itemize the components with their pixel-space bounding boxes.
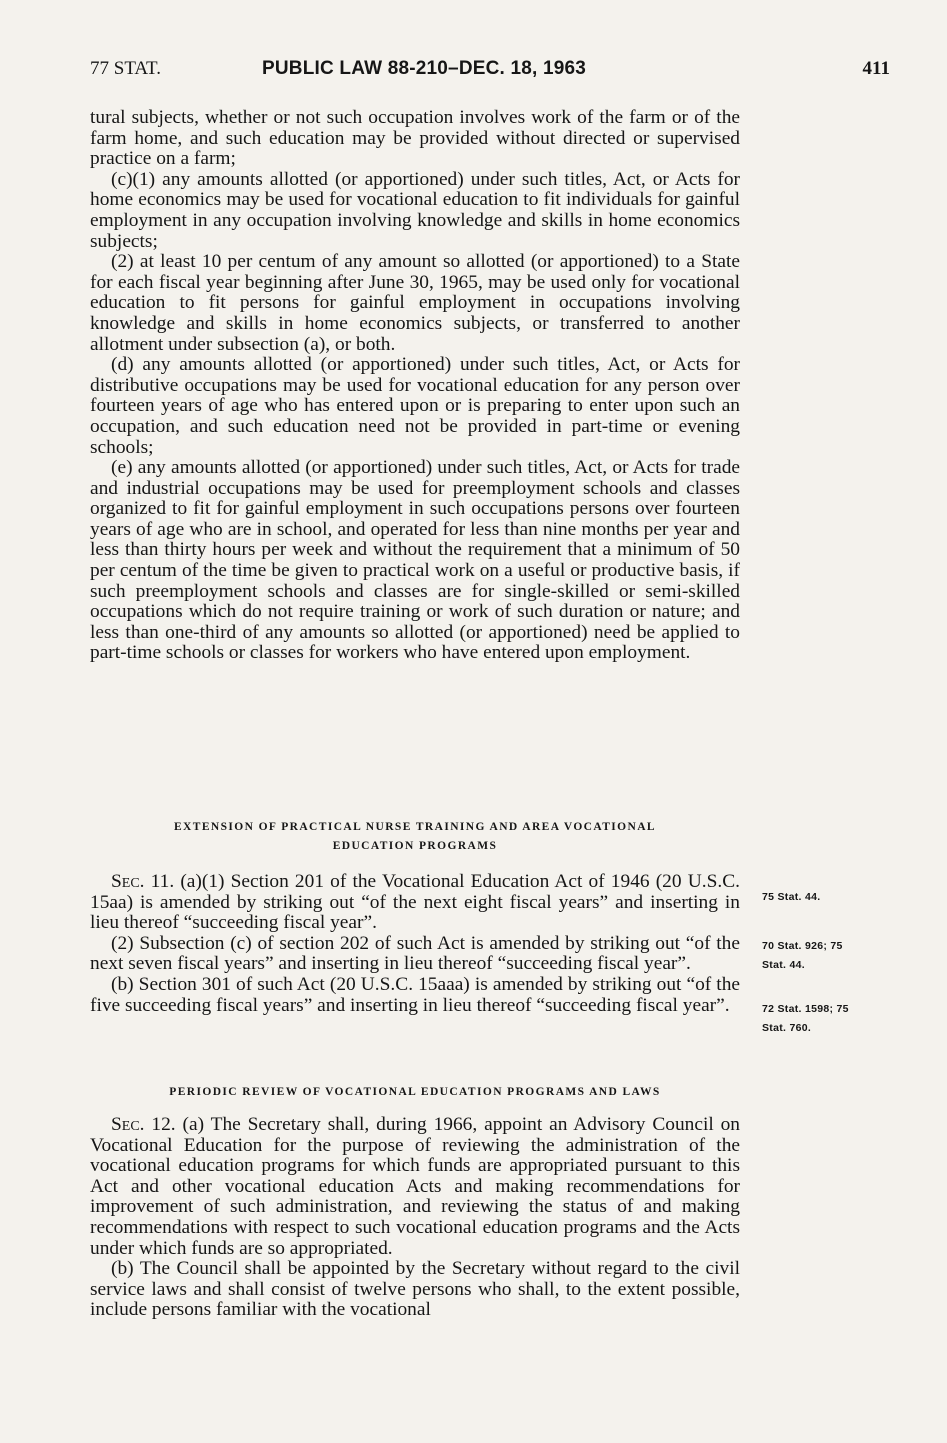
section-label: Sec. 11. [111,871,175,892]
paragraph-d-distributive-occupations: (d) any amounts allotted (or apportioned) under such titles, Act, or Acts for distributive occupations may be used for vocational education for any person over fourteen years of age who has entered upon or is preparing to enter upon such an occupation, and such education need not be provided in part-time or evening schools; [90,354,740,458]
heading-line: PERIODIC REVIEW OF VOCATIONAL EDUCATION PROGRAMS AND LAWS [169,1086,661,1098]
margin-note-75-stat-44 [762,888,882,907]
heading-line: EXTENSION OF PRACTICAL NURSE TRAINING AND AREA VOCATIONAL [173,821,657,833]
text-block-sec-12 [90,1115,740,1321]
paragraph-c2-allotment: (2) at least 10 per centum of any amount so allotted (or apportioned) to a State for each fiscal year beginning after June 30, 1965, may be used only for vocational education to fit persons for gainful employment in occupations involving knowledge and skills in home economics subjects, or transferred to another allotment under subsection (a), or both. [90,251,740,355]
margin-note-line: 70 Stat. 926; 75 [762,940,843,952]
margin-note-line: Stat. 44. [762,959,805,971]
margin-note-70-stat-926 [762,937,882,975]
margin-note-line: 72 Stat. 1598; 75 [762,1003,849,1015]
paragraph-sec-12-b: (b) The Council shall be appointed by the Secretary without regard to the civil service laws and shall consist of twelve persons who shall, to the extent possible, include persons familiar with the vocational [90,1258,740,1321]
paragraph-sec-11-b: (b) Section 301 of such Act (20 U.S.C. 15aaa) is amended by striking out “of the five succeeding fiscal years” and inserting in lieu thereof “succeeding fiscal year”. [90,973,740,1016]
paragraph-agricultural-subjects: tural subjects, whether or not such occupation involves work of the farm or of the farm home, and such education may be provided without directed or supervised practice on a farm; [90,107,740,170]
paragraph-sec-12-a-text: (a) The Secretary shall, during 1966, appoint an Advisory Council on Vocational Education for the purpose of reviewing the administration of the vocational education programs for which funds are appropriated pursuant to this Act and other vocational education Acts and making recommendations for improvement of such administration, and reviewing the status of and making recommendations with respect to such vocational education programs and the Acts under which funds are so appropriated. [90,1114,740,1259]
section-heading-periodic-review [70,1083,760,1102]
margin-note-72-stat-1598 [762,1000,882,1038]
heading-line: EDUCATION PROGRAMS [332,840,498,852]
text-block-sec-11 [90,872,740,1016]
section-heading-extension [70,818,760,856]
paragraph-sec-11-a1 [90,872,740,934]
text-block-vocational-provisions [90,108,740,664]
section-label: Sec. 12. [111,1114,176,1135]
page-title: PUBLIC LAW 88-210–DEC. 18, 1963 [262,58,587,79]
margin-note-line: 75 Stat. 44. [762,891,821,903]
margin-note-line: Stat. 760. [762,1022,812,1034]
page-header [90,58,890,88]
paragraph-sec-11-a2: (2) Subsection (c) of section 202 of such Act is amended by striking out “of the next seven fiscal years” and inserting in lieu thereof “succeeding fiscal year”. [90,932,740,975]
page-number: 411 [862,58,890,79]
paragraph-sec-12-a [90,1115,740,1259]
paragraph-c1-home-economics: (c)(1) any amounts allotted (or apportioned) under such titles, Act, or Acts for home economics may be used for vocational education to fit individuals for gainful employment in any occupation involving knowledge and skills in home economics subjects; [90,168,740,252]
paragraph-e-trade-industrial: (e) any amounts allotted (or apportioned) under such titles, Act, or Acts for trade and industrial occupations may be used for preemployment schools and classes organized to fit for gainful employment in such occupations persons over fourteen years of age who are in school, and operated for less than nine months per year and less than thirty hours per week and without the requirement that a minimum of 50 per centum of the time be given to practical work on a useful or productive basis, if such preemployment schools and classes are for single-skilled or semi-skilled occupations which do not require training or work of such duration or nature; and less than one-third of any amounts so allotted (or apportioned) need be applied to part-time schools or classes for workers who have entered upon employment. [90,457,740,664]
paragraph-sec-11-a1-text: (a)(1) Section 201 of the Vocational Education Act of 1946 (20 U.S.C. 15aa) is amended by striking out “of the next eight fiscal years” and inserting in lieu thereof “succeeding fiscal year”. [90,871,740,934]
volume-reference: 77 STAT. [90,58,161,79]
